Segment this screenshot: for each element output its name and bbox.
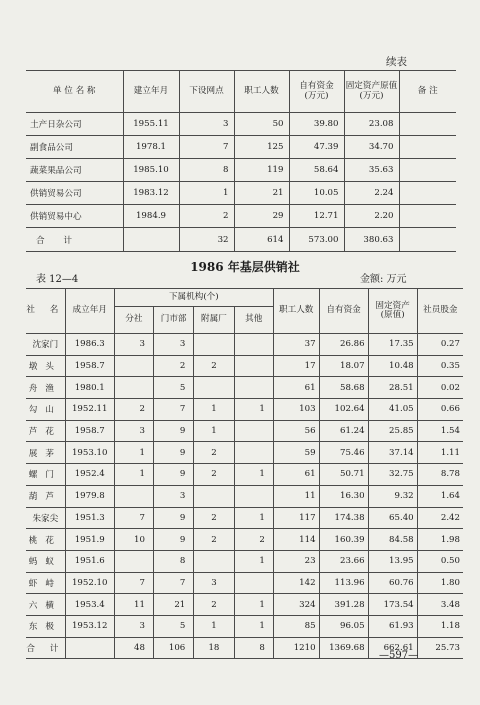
table-cell: 29	[234, 205, 289, 228]
table-row	[26, 136, 456, 159]
table-cell: 墩头	[26, 355, 65, 377]
table-cell: 蔬菜果品公司	[26, 159, 123, 182]
table-cell: 75.46	[319, 442, 368, 464]
table-cell: 7	[179, 136, 234, 159]
table-row	[26, 550, 463, 572]
table-cell: 58.64	[289, 159, 344, 182]
table-cell: 10	[114, 529, 153, 551]
table-cell: 9	[153, 420, 193, 442]
table-cell: 8	[179, 159, 234, 182]
table-cell: 114	[273, 529, 319, 551]
table-cell: 10.48	[368, 355, 417, 377]
table-cell: 9	[153, 529, 193, 551]
header-date: 成立年月	[65, 289, 114, 334]
header-col-3: 职工人数	[234, 71, 289, 113]
table-cell	[234, 485, 273, 507]
table-cell: 六横	[26, 594, 65, 616]
table-cell: 2	[194, 355, 234, 377]
table-row	[26, 182, 456, 205]
header-fixed-assets: 固定资产 (原值)	[368, 289, 417, 334]
table-cell: 沈家门	[26, 334, 65, 356]
table-cell: 1955.11	[123, 113, 179, 136]
total-cell: 25.73	[417, 637, 463, 659]
table-row	[26, 507, 463, 529]
table-title: 1986 年基层供销社	[190, 260, 300, 274]
table-cell: 39.80	[289, 113, 344, 136]
table-cell: 1985.10	[123, 159, 179, 182]
table-cell: 1986.3	[65, 334, 114, 356]
table-cell: 2	[194, 594, 234, 616]
header-capital: 自有资金	[319, 289, 368, 334]
table-row	[26, 594, 463, 616]
table-row	[26, 205, 456, 228]
table-cell: 1.18	[417, 615, 463, 637]
header-col-2: 下设网点	[179, 71, 234, 113]
table-cell	[399, 113, 456, 136]
total-cell: 1210	[273, 637, 319, 659]
table-cell: 1958.7	[65, 355, 114, 377]
table-cell: 副食品公司	[26, 136, 123, 159]
table-cell: 东极	[26, 615, 65, 637]
table-row	[26, 572, 463, 594]
table-cell: 2	[114, 399, 153, 421]
table-cell: 2	[153, 355, 193, 377]
table-cell: 391.28	[319, 594, 368, 616]
header-sub-branch: 分社	[114, 307, 153, 334]
table-cell: 23.66	[319, 550, 368, 572]
header-sub-other: 其他	[234, 307, 273, 334]
table-cell: 2.24	[344, 182, 399, 205]
table-cell: 1	[194, 420, 234, 442]
total-cell: 1369.68	[319, 637, 368, 659]
table-cell: 60.76	[368, 572, 417, 594]
table-cell: 23.08	[344, 113, 399, 136]
table-cell: 61.93	[368, 615, 417, 637]
table-cell: 7	[153, 399, 193, 421]
table-cell: 朱家尖	[26, 507, 65, 529]
table-cell: 1953.4	[65, 594, 114, 616]
table-cell: 土产日杂公司	[26, 113, 123, 136]
table-cell: 1979.8	[65, 485, 114, 507]
table-cell: 1	[234, 594, 273, 616]
total-cell: 32	[179, 228, 234, 252]
coop-table	[26, 288, 463, 659]
table-cell: 虾峙	[26, 572, 65, 594]
table-cell: 1	[194, 399, 234, 421]
table-cell: 8	[153, 550, 193, 572]
table-cell: 1951.9	[65, 529, 114, 551]
table-cell	[234, 420, 273, 442]
table-row	[26, 464, 463, 486]
table-row	[26, 334, 463, 356]
table-cell: 3	[114, 615, 153, 637]
table-cell: 7	[114, 507, 153, 529]
table-cell: 0.35	[417, 355, 463, 377]
table-cell: 17.35	[368, 334, 417, 356]
table-cell: 1952.10	[65, 572, 114, 594]
table-cell	[234, 377, 273, 399]
table-cell: 1980.1	[65, 377, 114, 399]
table-cell: 142	[273, 572, 319, 594]
table-cell: 96.05	[319, 615, 368, 637]
table-cell: 11	[273, 485, 319, 507]
table-cell	[194, 334, 234, 356]
table-cell: 25.85	[368, 420, 417, 442]
total-cell	[123, 228, 179, 252]
header-staff: 职工人数	[273, 289, 319, 334]
total-cell: 662.61	[368, 637, 417, 659]
table-cell: 125	[234, 136, 289, 159]
table-cell: 1.98	[417, 529, 463, 551]
table-cell: 1	[114, 464, 153, 486]
table-cell: 9	[153, 507, 193, 529]
table-cell: 0.27	[417, 334, 463, 356]
table-cell: 21	[234, 182, 289, 205]
table-cell: 8.78	[417, 464, 463, 486]
header-branches-group: 下属机构(个)	[114, 289, 273, 307]
table-cell: 3	[114, 334, 153, 356]
table-cell: 26.86	[319, 334, 368, 356]
table-cell: 173.54	[368, 594, 417, 616]
table-cell: 2.20	[344, 205, 399, 228]
table-cell	[114, 355, 153, 377]
table-cell	[399, 182, 456, 205]
table-cell: 舟渔	[26, 377, 65, 399]
total-cell	[399, 228, 456, 252]
table-cell: 5	[153, 377, 193, 399]
table-cell	[114, 377, 153, 399]
table-cell: 324	[273, 594, 319, 616]
table-row	[26, 377, 463, 399]
table-cell: 3	[153, 485, 193, 507]
total-row	[26, 228, 456, 252]
table-cell: 13.95	[368, 550, 417, 572]
table-cell: 3	[179, 113, 234, 136]
header-col-6: 备 注	[399, 71, 456, 113]
table-cell: 1983.12	[123, 182, 179, 205]
header-col-0: 单 位 名 称	[26, 71, 123, 113]
table-cell: 32.75	[368, 464, 417, 486]
table-cell: 1.54	[417, 420, 463, 442]
table-cell: 11	[114, 594, 153, 616]
table-cell: 3	[114, 420, 153, 442]
table-cell: 37.14	[368, 442, 417, 464]
table-cell: 119	[234, 159, 289, 182]
table-cell: 1952.11	[65, 399, 114, 421]
table-cell	[399, 136, 456, 159]
page-number: —597—	[379, 650, 419, 661]
table-cell: 供销贸易中心	[26, 205, 123, 228]
table-cell: 58.68	[319, 377, 368, 399]
table-cell: 56	[273, 420, 319, 442]
table-cell: 葫芦	[26, 485, 65, 507]
table-cell: 17	[273, 355, 319, 377]
table-cell: 1	[234, 507, 273, 529]
company-table	[26, 70, 456, 252]
table-cell: 10.05	[289, 182, 344, 205]
table-cell: 展茅	[26, 442, 65, 464]
table-cell: 1951.3	[65, 507, 114, 529]
header-col-4: 自有资金 (万元)	[289, 71, 344, 113]
table-cell: 113.96	[319, 572, 368, 594]
coop-table-header-row1	[26, 289, 463, 307]
table-cell: 41.05	[368, 399, 417, 421]
company-table-header	[26, 71, 456, 113]
table-cell: 2	[194, 529, 234, 551]
table-cell: 1.80	[417, 572, 463, 594]
table-cell: 蚂蚁	[26, 550, 65, 572]
table-cell: 0.50	[417, 550, 463, 572]
table-cell: 2	[194, 442, 234, 464]
table-cell: 1	[234, 399, 273, 421]
table-cell: 桃花	[26, 529, 65, 551]
table-cell: 0.02	[417, 377, 463, 399]
table-cell	[234, 442, 273, 464]
table-cell: 2.42	[417, 507, 463, 529]
table-cell: 勾山	[26, 399, 65, 421]
table-cell: 1951.6	[65, 550, 114, 572]
table-cell	[114, 485, 153, 507]
table-cell	[194, 550, 234, 572]
table-row	[26, 485, 463, 507]
table-cell: 9.32	[368, 485, 417, 507]
table-cell: 1	[234, 464, 273, 486]
table-cell	[234, 355, 273, 377]
table-cell: 1	[179, 182, 234, 205]
table-cell: 102.64	[319, 399, 368, 421]
table-cell: 1984.9	[123, 205, 179, 228]
table-row	[26, 159, 456, 182]
header-sub-factory: 附属厂	[194, 307, 234, 334]
table-row	[26, 529, 463, 551]
table-row	[26, 399, 463, 421]
table-cell	[194, 377, 234, 399]
table-cell	[399, 205, 456, 228]
table-cell: 174.38	[319, 507, 368, 529]
table-cell: 37	[273, 334, 319, 356]
table-cell: 2	[194, 507, 234, 529]
unit-label: 金额: 万元	[360, 274, 407, 285]
header-shares: 社员股金	[417, 289, 463, 334]
table-cell: 28.51	[368, 377, 417, 399]
total-cell: 106	[153, 637, 193, 659]
table-cell: 12.71	[289, 205, 344, 228]
table-cell: 61	[273, 377, 319, 399]
table-cell: 芦花	[26, 420, 65, 442]
table-cell: 61	[273, 464, 319, 486]
table-cell: 1953.12	[65, 615, 114, 637]
table-cell: 0.66	[417, 399, 463, 421]
table-cell: 21	[153, 594, 193, 616]
table-cell: 3	[153, 334, 193, 356]
table-row	[26, 442, 463, 464]
table-cell: 59	[273, 442, 319, 464]
table-cell: 1	[234, 615, 273, 637]
table-cell: 1	[114, 442, 153, 464]
table-cell: 18.07	[319, 355, 368, 377]
table-cell	[234, 572, 273, 594]
continued-label: 续表	[386, 56, 407, 68]
table-cell: 85	[273, 615, 319, 637]
table-cell: 50.71	[319, 464, 368, 486]
total-cell: 18	[194, 637, 234, 659]
total-cell: 合 计	[26, 637, 65, 659]
table-cell: 2	[234, 529, 273, 551]
table-cell	[194, 485, 234, 507]
total-cell: 573.00	[289, 228, 344, 252]
table-cell: 1.64	[417, 485, 463, 507]
table-row	[26, 420, 463, 442]
table-cell	[114, 550, 153, 572]
table-cell: 1	[234, 550, 273, 572]
table-cell: 7	[114, 572, 153, 594]
table-cell: 螺门	[26, 464, 65, 486]
total-cell: 48	[114, 637, 153, 659]
header-col-1: 建立年月	[123, 71, 179, 113]
total-cell	[65, 637, 114, 659]
table-cell: 23	[273, 550, 319, 572]
table-cell: 103	[273, 399, 319, 421]
header-sub-store: 门市部	[153, 307, 193, 334]
table-cell: 1	[194, 615, 234, 637]
table-cell: 65.40	[368, 507, 417, 529]
table-cell: 117	[273, 507, 319, 529]
table-cell: 1958.7	[65, 420, 114, 442]
total-cell: 380.63	[344, 228, 399, 252]
table-number: 表 12—4	[36, 274, 79, 285]
table-cell: 160.39	[319, 529, 368, 551]
table-cell: 16.30	[319, 485, 368, 507]
total-cell: 合 计	[26, 228, 123, 252]
table-cell: 1.11	[417, 442, 463, 464]
table-row	[26, 113, 456, 136]
table-cell: 50	[234, 113, 289, 136]
table-cell: 供销贸易公司	[26, 182, 123, 205]
table-cell: 3	[194, 572, 234, 594]
table-cell: 3.48	[417, 594, 463, 616]
table-cell: 1978.1	[123, 136, 179, 159]
total-cell: 8	[234, 637, 273, 659]
table-cell: 47.39	[289, 136, 344, 159]
table-cell: 84.58	[368, 529, 417, 551]
table-cell: 7	[153, 572, 193, 594]
table-cell	[399, 159, 456, 182]
table-cell: 1953.10	[65, 442, 114, 464]
table-cell: 9	[153, 464, 193, 486]
table-cell: 5	[153, 615, 193, 637]
table-cell: 9	[153, 442, 193, 464]
table-cell: 2	[179, 205, 234, 228]
table-cell: 1952.4	[65, 464, 114, 486]
total-cell: 614	[234, 228, 289, 252]
table-cell: 2	[194, 464, 234, 486]
table-cell: 61.24	[319, 420, 368, 442]
table-cell: 34.70	[344, 136, 399, 159]
table-cell: 35.63	[344, 159, 399, 182]
header-col-5: 固定资产原值 (万元)	[344, 71, 399, 113]
table-row	[26, 355, 463, 377]
header-name: 社 名	[26, 289, 65, 334]
table-row	[26, 615, 463, 637]
table-cell	[234, 334, 273, 356]
